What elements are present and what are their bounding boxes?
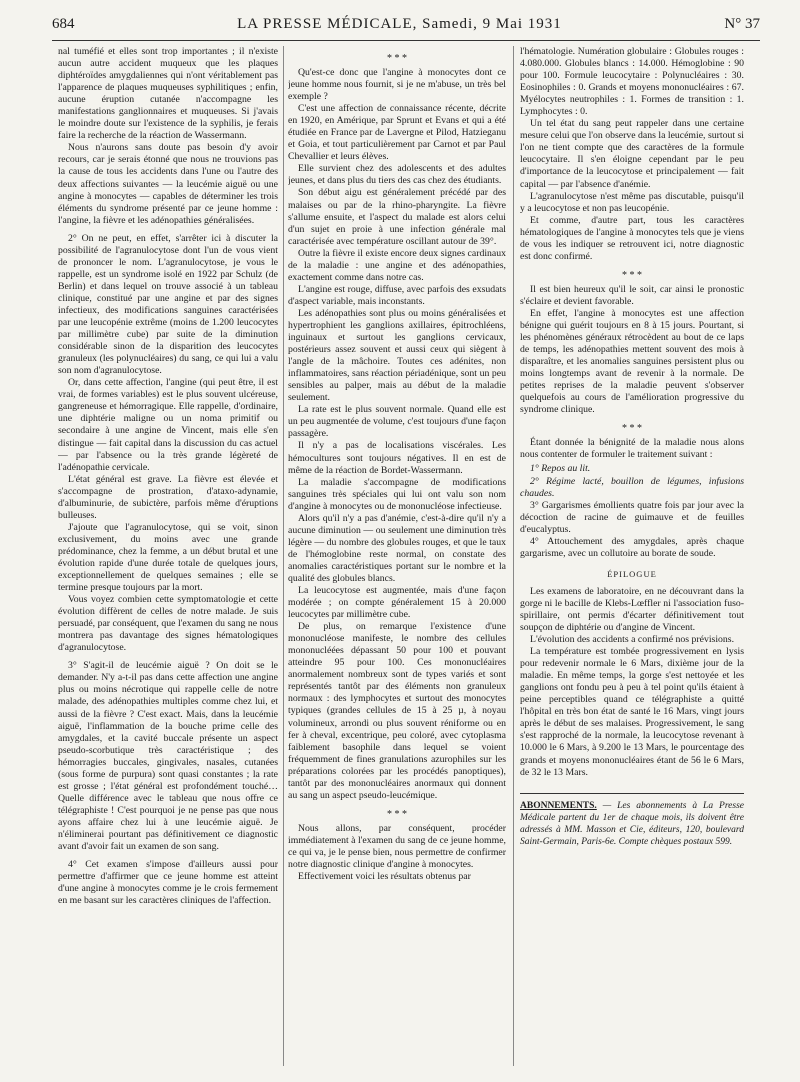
paragraph: 3° S'agit-il de leucémie aiguë ? On doit se le demander. N'y a-t-il pas dans cette affection une angine plus ou moins nécrotique qui rappelle celle de notre malade, des adénopathies multiples comme chez lui, et aussi de la fièvre ? C'est exact. Mais, dans la leucémie aiguë, l'inflammation de la bouche prime celle des amygdales, et la cavité buccale présente un aspect pseudo-scorbutique très caractéristique ; des hémorragies buccales, gingivales, nasales, cutanées (sous forme de purpura) sont quasi constantes ; la rate est grosse ; l'état général est profondément touché… Quelle différence avec le tableau que nous offre ce télégraphiste ! C'est pourquoi je ne pense pas que nous ayons affaire chez lui à une leucémie aiguë. Je n'éliminerai pourtant pas définitivement ce diagnostic avant d'avoir fait un examen de son sang. <box>58 660 278 853</box>
paragraph: Un tel état du sang peut rappeler dans une certaine mesure celui que l'on observe dans la leucémie, surtout si l'on ne tient compte que des caractères de la formule leucocytaire. Il s'en éloigne cependant par le peu d'importance de la leucocytose et principalement — fait capital — par l'absence d'anémie. <box>520 118 744 190</box>
column-2 <box>288 46 506 1061</box>
treatment-list <box>520 463 744 559</box>
column-divider <box>283 46 284 1066</box>
paragraph: Or, dans cette affection, l'angine (qui peut être, il est vrai, de formes variables) est le plus souvent ulcéreuse, gangreneuse et hémorragique. Elle rappelle, d'ordinaire, une diphtérie maligne ou un noma primitif ou secondaire à une angine de Vincent, mais elle s'en distingue — fait capital dans la discussion du cas actuel — par l'absence ou la très grande légèreté de l'adénopathie cervicale. <box>58 377 278 473</box>
paragraph: Nous n'aurons sans doute pas besoin d'y avoir recours, car je serais étonné que nous ne trouvions pas la cause de tous les accidents dans l'une ou l'autre des deux affections suivantes — la leucémie aiguë ou une angine à monocytes — capables de déterminer les trois éléments du syndrome présenté par ce jeune homme : l'angine, la fièvre et les adénopathies généralisées. <box>58 142 278 226</box>
treatment-item: 2° Régime lacté, bouillon de légumes, infusions chaudes. <box>520 475 744 499</box>
paragraph: L'angine est rouge, diffuse, avec parfois des exsudats d'aspect variable, mais inconstants. <box>288 283 506 307</box>
treatment-item: 4° Attouchement des amygdales, après chaque gargarisme, avec un collutoire au borate de soude. <box>520 535 744 559</box>
paragraph: Alors qu'il n'y a pas d'anémie, c'est-à-dire qu'il n'y a aucune diminution — ou seulement une diminution très légère — du nombre des globules rouges, et que le taux de l'hémoglobine reste normal, on constate des anomalies caractéristiques portant sur le nombre et la qualité des globules blancs. <box>288 512 506 584</box>
paragraph: Nous allons, par conséquent, procéder immédiatement à l'examen du sang de ce jeune homme, ce qui va, je le pense bien, nous permettre de confirmer notre diagnostic clinique d'angine à monocytes. <box>288 822 506 870</box>
paragraph: La leucocytose est augmentée, mais d'une façon modérée ; on compte généralement 15 à 20.000 leucocytes par millimètre cube. <box>288 585 506 621</box>
paragraph: Son début aigu est généralement précédé par des malaises ou par de la rhino-pharyngite. La fièvre s'allume ensuite, et l'aspect du malade est alors celui d'un sujet en proie à une infection générale mal caractérisée avec température oscillant autour de 39°. <box>288 187 506 247</box>
paragraph: La rate est le plus souvent normale. Quand elle est un peu augmentée de volume, c'est toujours d'une façon passagère. <box>288 404 506 440</box>
section-asterism: * * * <box>387 808 407 820</box>
paragraph: Vous voyez combien cette symptomatologie et cette évolution diffèrent de celles de notre malade. Je suis persuadé, par conséquent, que l'examen du sang ne nous montrera pas davantage des signes hématologiques d'agranulocytose. <box>58 594 278 654</box>
paragraph: J'ajoute que l'agranulocytose, qui se voit, sinon exclusivement, du moins avec une grande prédominance, chez la femme, a un début brutal et une évolution rapide d'une durée totale de quelques jours, exceptionnellement de quelques semaines ; elle se termine presque toujours par la mort. <box>58 521 278 594</box>
page-header <box>52 16 760 38</box>
paragraph: Il est bien heureux qu'il le soit, car ainsi le pronostic s'éclaire et devient favorable. <box>520 283 744 307</box>
paragraph: Qu'est-ce donc que l'angine à monocytes dont ce jeune homme nous fournit, si je ne m'abuse, un très bel exemple ? <box>288 67 506 103</box>
column-3 <box>520 46 744 1061</box>
paragraph: nal tuméfié et elles sont trop importantes ; il n'existe aucun autre accident muqueux que les plaques diphtéroïdes amygdaliennes qui n'ont véritablement pas l'apparence de plaques muqueuses syphilitiques ; enfin, aucune éruption cutanée n'accompagne les manifestations ganglionnaires et muqueuses. Si j'avais le moindre doute sur l'existence de la syphilis, je ferais faire la recherche de la réaction de Wassermann. <box>58 46 278 142</box>
journal-title: LA PRESSE MÉDICALE, Samedi, 9 Mai 1931 <box>237 16 562 32</box>
paragraph: Elle survient chez des adolescents et des adultes jeunes, et dans plus du tiers des cas chez des étudiants. <box>288 163 506 187</box>
paragraph: Et comme, d'autre part, tous les caractères hématologiques de l'angine à monocytes tels que je viens de vous les indiquer se retrouvent ici, notre diagnostic est donc confirmé. <box>520 214 744 262</box>
section-asterism: * * * <box>622 269 642 281</box>
paragraph: Effectivement voici les résultats obtenus par <box>298 871 471 883</box>
treatment-item: 3° Gargarismes émollients quatre fois par jour avec la décoction de racine de guimauve et de feuilles d'eucalyptus. <box>520 499 744 535</box>
header-rule <box>52 40 760 41</box>
paragraph: Il n'y a pas de localisations viscérales. Les hémocultures sont toujours négatives. Il en est de même de la réaction de Bordet-Wassermann. <box>288 440 506 476</box>
paragraph: La maladie s'accompagne de modifications sanguines très spéciales qui lui ont valu son nom d'angine à monocytes ou de mononucléose infectieuse. <box>288 476 506 512</box>
paragraph: 2° On ne peut, en effet, s'arrêter ici à discuter la possibilité de l'agranulocytose dont l'un de vous vient de prononcer le nom. L'agranulocytose, je vous le rappelle, est un syndrome isolé en 1922 par Schulz (de Berlin) et dans lequel on trouve associé à un tableau clinique, constitué par une angine et par des signes infectieux, des modifications sanguines caractérisées par une leucopénie extrême (moins de 1.200 leucocytes par millimètre cube) par suite de la diminution considérable sinon de la disparition des leucocytes granuleux (les polynucléaires) du sang, ce qui lui a valu son nom d'agranulocytose. <box>58 232 278 377</box>
paragraph: L'état général est grave. La fièvre est élevée et s'accompagne de prostration, d'ataxo-adynamie, d'albuminurie, de subictère, parfois même d'éruptions bulleuses. <box>58 473 278 521</box>
subscription-notice <box>520 793 744 848</box>
paragraph: l'hématologie. Numération globulaire : Globules rouges : 4.080.000. Globules blancs : 14.000. Hémoglobine : 90 pour 100. Formule leucocytaire : Polynucléaires : 30. Eosinophiles : 0. Grands et moyens mononucléaires : 67. Myélocytes neutrophiles : 1. Formes de transition : 1. Lymphocytes : 0. <box>520 46 744 118</box>
column-1 <box>58 46 278 1061</box>
treatment-item: 1° Repos au lit. <box>530 463 591 475</box>
paragraph: C'est une affection de connaissance récente, décrite en 1920, en Amérique, par Sprunt et Evans et qui a été étudiée en France par de Lavergne et Pilod, Hatzieganu et Goia, et tout particulièrement par Carnot et par Paul Chevallier et leurs élèves. <box>288 103 506 163</box>
paragraph: 4° Cet examen s'impose d'ailleurs aussi pour permettre d'affirmer que ce jeune homme est atteint d'une angine à monocytes comme je le crois fermement en me basant sur les caractères cliniques de l'affection. <box>58 859 278 907</box>
paragraph: Les adénopathies sont plus ou moins généralisées et hypertrophient les ganglions axillaires, épitrochléens, inguinaux et surtout les ganglions cervicaux, postérieurs assez souvent et aussi ceux qui siègent à l'angle de la mâchoire. Toutes ces adénites, non inflammatoires, sans réaction périadénique, sont un peu sensibles au palper, mais au début de la maladie seulement. <box>288 307 506 404</box>
column-divider <box>513 46 514 1066</box>
paragraph: La température est tombée progressivement en lysis pour redevenir normale le 6 Mars, dixième jour de la maladie. En même temps, la gorge s'est nettoyée et les ganglions ont fondu peu à peu à tel point qu'ils étaient à peine perceptibles quand ce télégraphiste a quitté l'hôpital en très bon état de santé le 16 Mars, vingt jours après le début de ses malaises. Progressivement, le sang s'est rapproché de la normale, la leucocytose revenant à 10.000 le 6 Mars, à 9.200 le 13 Mars, le pourcentage des grands et moyens mononucléaires étant de 56 le 6 Mars, de 32 le 13 Mars. <box>520 646 744 778</box>
epilogue-heading: ÉPILOGUE <box>607 568 657 579</box>
subscription-lead: ABONNEMENTS. <box>520 800 597 811</box>
paragraph: En effet, l'angine à monocytes est une affection bénigne qui guérit toujours en 8 à 15 jours. Pourtant, si les phénomènes généraux rétrocèdent au bout de ce laps de temps, les adénopathies mettent souvent des mois à disparaître, et les anomalies sanguines persistent plus ou moins longtemps avant de revenir à la normale. De petites reprises de la maladie peuvent s'observer quelquefois au cours de l'amélioration progressive du syndrome clinique. <box>520 307 744 416</box>
paragraph: Étant donnée la bénignité de la maladie nous alons nous contenter de formuler le traitement suivant : <box>520 437 744 461</box>
paragraph: L'agranulocytose n'est même pas discutable, puisqu'il y a leucocytose et non pas leucopénie. <box>520 190 744 214</box>
paragraph: Les examens de laboratoire, en ne découvrant dans la gorge ni le bacille de Klebs-Lœffler ni l'association fuso-spirillaire, ont permis d'écarter définitivement tout soupçon de diphtérie ou d'angine de Vincent. <box>520 585 744 634</box>
issue-number: N° 37 <box>724 16 760 32</box>
paragraph: De plus, on remarque l'existence d'une mononucléose manifeste, le nombre des cellules mononucléées dépassant 50 pour 100 et pouvant atteindre 95 pour 100. Ces mononucléaires anormalement nombreux sont de types variés et sont représentés tantôt par des éléments non granuleux normaux : des lymphocytes et surtout des monocytes typiques (grandes cellules de 15 à 25 µ, à noyau volumineux, arrondi ou plus souvent réniforme ou en fer à cheval, excentrique, peu coloré, avec cytoplasma faiblement basophile dans lequel se voient fréquemment de fines granulations azurophiles sur les préparations colorées par les procédés panoptiques), tantôt par des mononucléaires anormaux qui donnent au sang un aspect pseudo-leucémique. <box>288 621 506 801</box>
section-asterism: * * * <box>622 423 642 435</box>
page-number: 684 <box>52 16 75 32</box>
paragraph: Outre la fièvre il existe encore deux signes cardinaux de la maladie : une angine et des adénopathies, exactement comme dans notre cas. <box>288 247 506 283</box>
section-asterism: * * * <box>387 53 407 64</box>
paragraph: L'évolution des accidents a confirmé nos prévisions. <box>530 634 735 646</box>
subscription-text: — Les abonnements à La Presse Médicale partent du 1er de chaque mois, ils doivent être adressés à MM. Masson et Cie, éditeurs, 120, boulevard Saint-Germain, Paris-6e. Compte chèques postaux 599. <box>520 800 744 847</box>
